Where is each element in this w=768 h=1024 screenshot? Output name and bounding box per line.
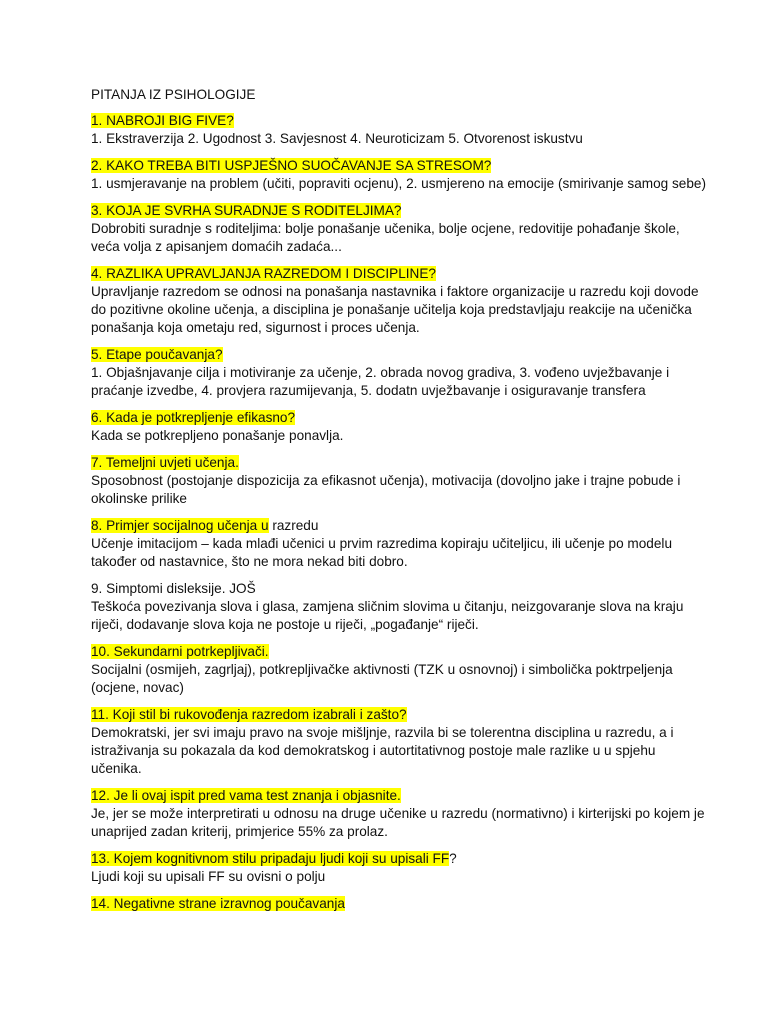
question-highlight: 12. Je li ovaj ispit pred vama test znanja i objasnite. — [91, 788, 401, 803]
question — [91, 346, 708, 364]
question — [91, 409, 708, 427]
answer: Je, jer se može interpretirati u odnosu na druge učenike u razredu (normativno) i kirterijski po kojem je unaprijed zadan kriterij, primjerice 55% za prolaz. — [91, 806, 705, 839]
answer: 1. Ekstraverzija 2. Ugodnost 3. Savjesnost 4. Neuroticizam 5. Otvorenost iskustvu — [91, 131, 583, 146]
qa-item-1 — [91, 112, 708, 148]
question — [91, 112, 708, 130]
question — [91, 787, 708, 805]
question — [91, 643, 708, 661]
qa-item-5 — [91, 346, 708, 400]
qa-item-9 — [91, 580, 708, 634]
question-highlight: 7. Temeljni uvjeti učenja. — [91, 455, 239, 470]
qa-item-12 — [91, 787, 708, 841]
question-rest: razredu — [268, 518, 319, 533]
question-highlight: 6. Kada je potkrepljenje efikasno? — [91, 410, 296, 425]
question-highlight: 3. KOJA JE SVRHA SURADNJE S RODITELJIMA? — [91, 203, 402, 218]
question-highlight: 8. Primjer socijalnog učenja u — [91, 518, 269, 533]
document-title: PITANJA IZ PSIHOLOGIJE — [91, 87, 256, 102]
question — [91, 895, 708, 913]
answer: Demokratski, jer svi imaju pravo na svoje mišljnje, razvila bi se tolerentna disciplina u razredu, a i istraživanja su pokazala da kod demokratskog i autortitativnog postoje male razlike u u spjehu učenika. — [91, 725, 674, 776]
question-highlight: 5. Etape poučavanja? — [91, 347, 223, 362]
question — [91, 850, 708, 868]
answer: Upravljanje razredom se odnosi na ponašanja nastavnika i faktore organizacije u razredu koji dovode do pozitivne okoline učenja, a disciplina je ponašanje učitelja koja predstavljaju reakcije na učenička ponašanja koja ometaju red, sigurnost i proces učenja. — [91, 284, 699, 335]
question-highlight: 1. NABROJI BIG FIVE? — [91, 113, 234, 128]
answer: Ljudi koji su upisali FF su ovisni o polju — [91, 869, 326, 884]
qa-item-13 — [91, 850, 708, 886]
answer: Kada se potkrepljeno ponašanje ponavlja. — [91, 428, 344, 443]
qa-item-7 — [91, 454, 708, 508]
answer: Socijalni (osmijeh, zagrljaj), potkrepljivačke aktivnosti (TZK u osnovnoj) i simbolička poktrpeljenja (ocjene, novac) — [91, 662, 673, 695]
question — [91, 517, 708, 535]
question-highlight: 14. Negativne strane izravnog poučavanja — [91, 896, 345, 911]
qa-item-3 — [91, 202, 708, 256]
qa-item-10 — [91, 643, 708, 697]
question — [91, 157, 708, 175]
answer: Sposobnost (postojanje dispozicija za efikasnot učenja), motivacija (dovoljno jake i trajne pobude i okolinske prilike — [91, 473, 681, 506]
answer: 1. usmjeravanje na problem (učiti, popraviti ocjenu), 2. usmjereno na emocije (smirivanje samog sebe) — [91, 176, 707, 191]
question-highlight: 11. Koji stil bi rukovođenja razredom izabrali i zašto? — [91, 707, 407, 722]
question-highlight: 13. Kojem kognitivnom stilu pripadaju ljudi koji su upisali FF — [91, 851, 450, 866]
question — [91, 265, 708, 283]
qa-item-6 — [91, 409, 708, 445]
answer: Teškoća povezivanja slova i glasa, zamjena sličnim slovima u čitanju, neizgovaranje slova na kraju riječi, dodavanje slova koja ne postoje u riječi, „pogađanje“ riječi. — [91, 599, 684, 632]
question-highlight: 10. Sekundarni potrkepljivači. — [91, 644, 269, 659]
answer: Učenje imitacijom – kada mlađi učenici u prvim razredima kopiraju učiteljicu, ili učenje po modelu također od nastavnice, što ne mora nekad biti dobro. — [91, 536, 673, 569]
question — [91, 202, 708, 220]
question — [91, 580, 708, 598]
qa-item-4 — [91, 265, 708, 337]
question — [91, 454, 708, 472]
qa-item-14 — [91, 895, 708, 913]
question-rest: 9. Simptomi disleksije. JOŠ — [91, 581, 256, 596]
question-rest: ? — [449, 851, 457, 866]
question-highlight: 4. RAZLIKA UPRAVLJANJA RAZREDOM I DISCIPLINE? — [91, 266, 436, 281]
qa-item-8 — [91, 517, 708, 571]
qa-item-11 — [91, 706, 708, 778]
question-highlight: 2. KAKO TREBA BITI USPJEŠNO SUOČAVANJE SA STRESOM? — [91, 158, 492, 173]
question — [91, 706, 708, 724]
answer: Dobrobiti suradnje s roditeljima: bolje ponašanje učenika, bolje ocjene, redovitije pohađanje škole, veća volja z apisanjem domaćih zadaća... — [91, 221, 680, 254]
qa-item-2 — [91, 157, 708, 193]
answer: 1. Objašnjavanje cilja i motiviranje za učenje, 2. obrada novog gradiva, 3. vođeno uvježbavanje i praćanje izvedbe, 4. provjera razumijevanja, 5. dodatn uvježbavanje i osiguravanje transfera — [91, 365, 670, 398]
